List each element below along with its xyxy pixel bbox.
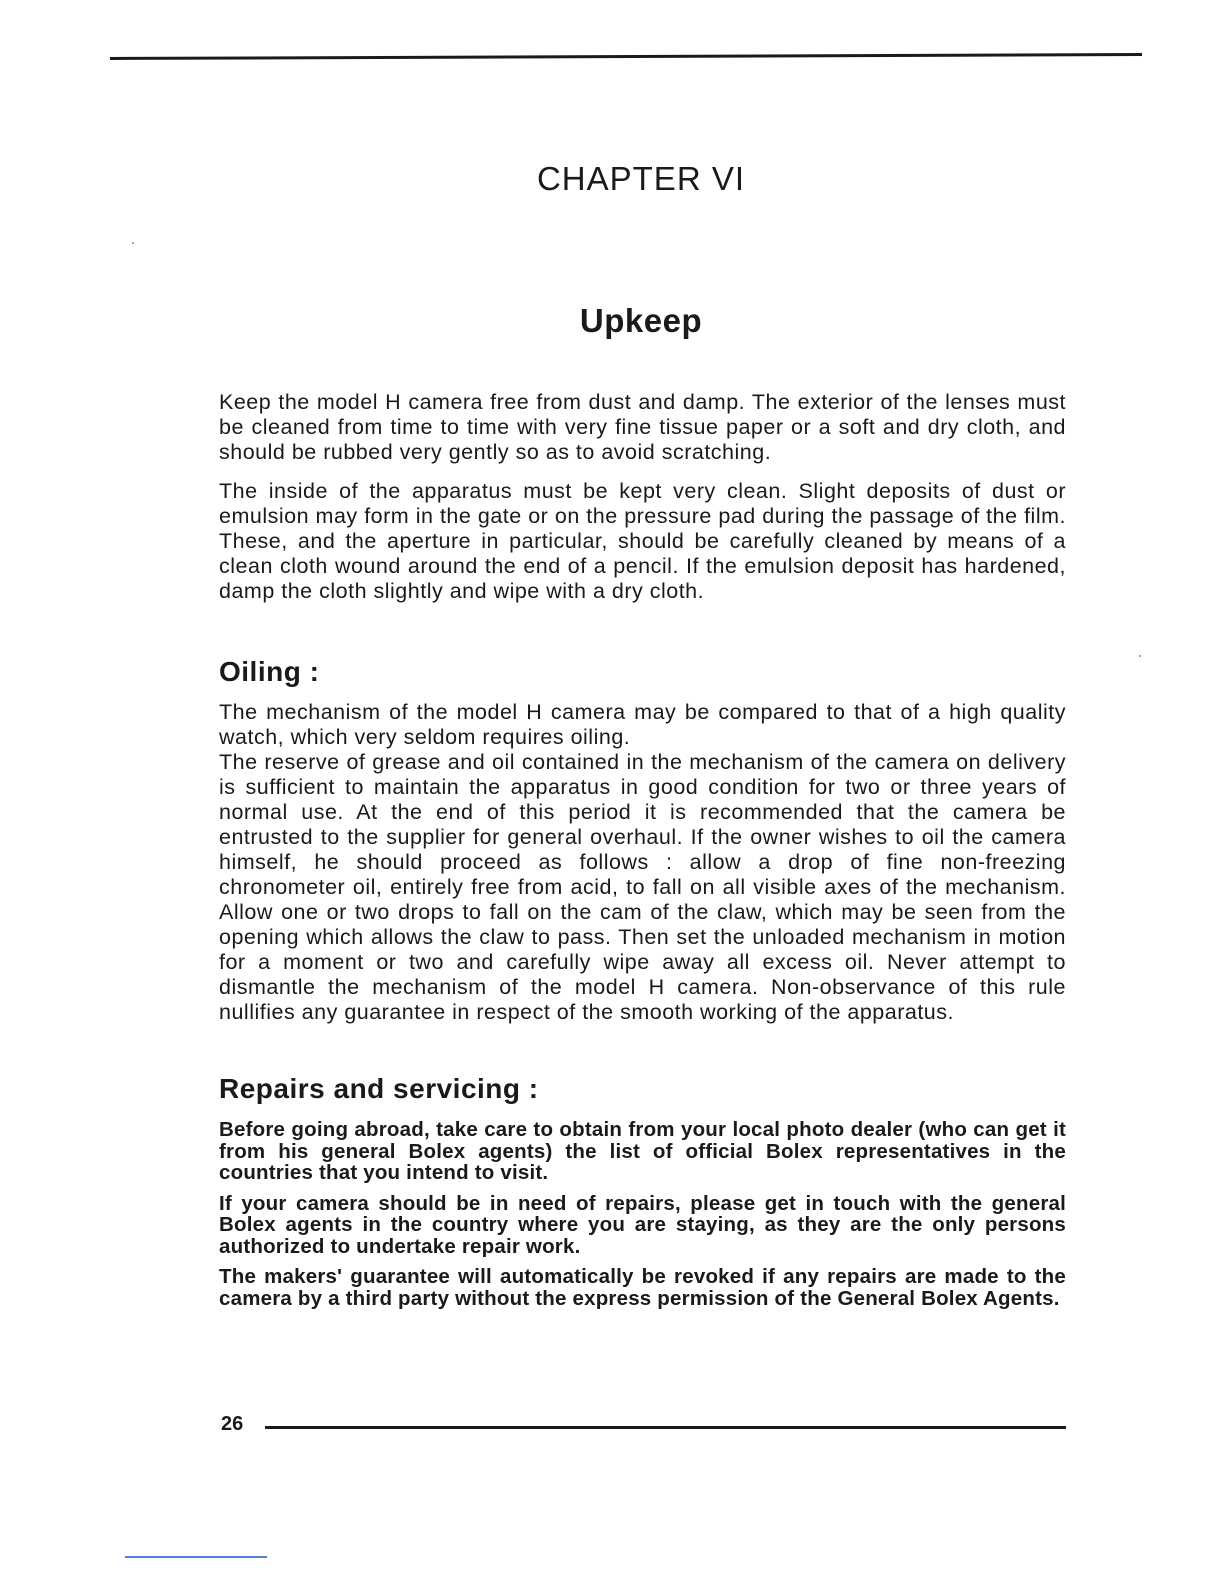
scan-speck [132,242,134,244]
footer-rule [265,1426,1066,1429]
page-footer [221,1413,1066,1439]
heading-repairs-servicing: Repairs and servicing : [219,1073,539,1104]
oiling-paragraph-2: The reserve of grease and oil contained in the mechanism of the camera on delivery is sufficient to maintain the apparatus in good condition for two or three years of normal use. At the end of this period it is recommended that the camera be entrusted to the supplier for general overhaul. If the owner wishes to oil the camera himself, he should proceed as follows : allow a drop of fine non-freezing chronometer oil, entirely free from acid, to fall on all visible axes of the mechanism. Allow one or two drops to fall on the cam of the claw, which may be seen from the opening which allows the claw to pass. Then set the unloaded mechanism in motion for a moment or two and carefully wipe away all excess oil. Never attempt to dismantle the mechanism of the model H camera. Non-observance of this rule nullifies any guarantee in respect of the smooth working of the apparatus. [219,750,1066,1024]
repairs-paragraph-1: Before going abroad, take care to obtain from your local photo dealer (who can get it from his general Bolex agents) the list of official Bolex representatives in the countries that you intend to visit. [219,1118,1066,1184]
upkeep-paragraph-1: Keep the model H camera free from dust and damp. The exterior of the lenses must be cleaned from time to time with very fine tissue paper or a soft and dry cloth, and should be rubbed very gently so as to avoid scratching. [219,390,1066,464]
repairs-paragraph-3: The makers' guarantee will automatically be revoked if any repairs are made to the camera by a third party without the express permission of the General Bolex Agents. [219,1265,1066,1310]
upkeep-paragraph-2: The inside of the apparatus must be kept very clean. Slight deposits of dust or emulsion may form in the gate or on the pressure pad during the passage of the film. These, and the aperture in particular, should be carefully cleaned by means of a clean cloth wound around the end of a pencil. If the emulsion deposit has hardened, damp the cloth slightly and wipe with a dry cloth. [219,479,1066,603]
page-number: 26 [221,1413,244,1435]
chapter-title: CHAPTER VI [536,160,746,197]
scan-edge-mark [125,1556,267,1558]
repairs-paragraph-2: If your camera should be in need of repairs, please get in touch with the general Bolex agents in the country where you are staying, as they are the only persons authorized to undertake repair work. [219,1191,1066,1258]
page-content [219,390,1066,1309]
top-rule [110,53,1142,60]
heading-oiling: Oiling : [219,656,320,687]
section-title-upkeep: Upkeep [579,302,703,339]
oiling-paragraph-1: The mechanism of the model H camera may be compared to that of a high quality watch, which very seldom requires oiling. [219,700,1066,749]
scan-speck [1139,655,1141,657]
